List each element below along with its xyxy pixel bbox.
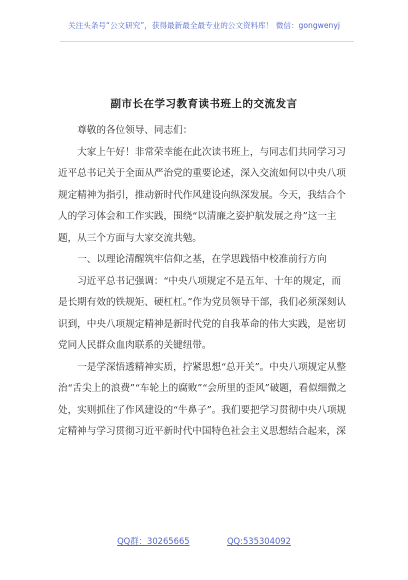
- header-promo-text: 关注头条号“公文研究”，获得最新最全最专业的公文资料库！ 微信：gongwenyj: [68, 21, 340, 30]
- footer-qq-group[interactable]: QQ群：30265665: [117, 536, 190, 546]
- paragraph-point-1: 一是学深悟透精神实质，拧紧思想“总开关”。中央八项规定从整治“舌尖上的浪费”“车轮上的腐败”“会所里的歪风”破题，看似细微之处，实则抓住了作风建设的“牛鼻子”。我们要把学习贯彻中央八项规定精神与学习贯彻习近平新时代中国特色社会主义思想结合起来，深: [58, 361, 347, 437]
- document-body: [58, 120, 350, 443]
- header-divider: [60, 41, 354, 42]
- document-title: 副市长在学习教育读书班上的交流发言: [110, 98, 298, 110]
- footer-contact: [0, 535, 408, 547]
- paragraph-opening: 大家上午好！非常荣幸能在此次读书班上，与同志们共同学习习近平总书记关于全面从严治党的重要论述，深入交流如何以中央八项规定精神为指引，推动新时代作风建设向纵深发展。今天，我结合个人的学习体会和工作实践，围绕“以清廉之姿护航发展之舟”这一主题，从三个方面与大家交流共勉。: [58, 146, 346, 244]
- footer-qq[interactable]: QQ:535304092: [226, 536, 291, 546]
- paragraph-quote: 习近平总书记强调：“中央八项规定不是五年、十年的规定，而是长期有效的铁规矩、硬杠杠。”作为党员领导干部，我们必须深刻认识到，中央八项规定精神是新时代党的自我革命的伟大实践，是密切党同人民群众血肉联系的关键纽带。: [58, 275, 346, 351]
- salutation: 尊敬的各位领导、同志们：: [77, 125, 193, 136]
- section-heading-1: 一、以理论清醒筑牢信仰之基，在学思践悟中校准前行方向: [77, 254, 327, 265]
